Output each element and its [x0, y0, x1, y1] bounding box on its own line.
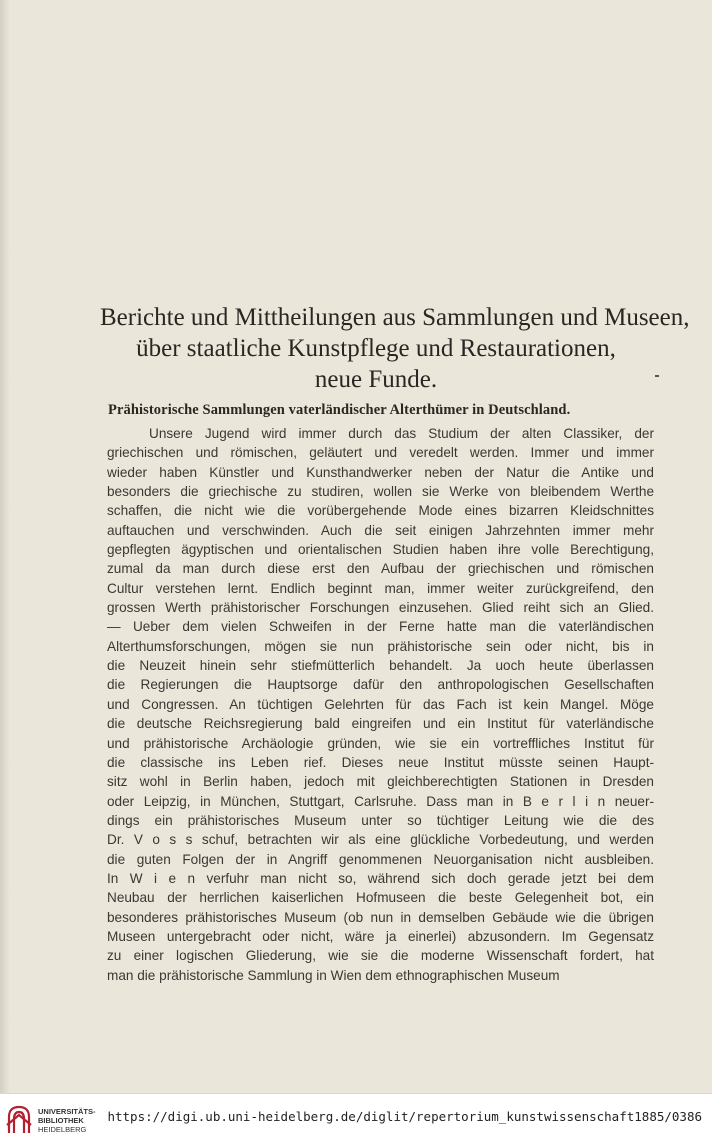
body-line: man die prähistorische Sammlung in Wien dem ethnographischen Museum — [107, 967, 560, 983]
body-line: die Regierungen die Hauptsorge dafür den anthropologischen Gesellschaften — [107, 677, 654, 693]
section-heading: Prähistorische Sammlungen vaterländischer Alterthümer in Deutschland. — [108, 402, 571, 418]
body-line: Dr. V o s s schuf, betrachten wir als eine glückliche Vorbedeutung, und werden — [107, 832, 654, 848]
title-line-2: über staatliche Kunstpflege und Restaurationen, — [136, 335, 616, 362]
body-line: zu einer logischen Gliederung, wie sie die moderne Wissenschaft fordert, hat — [107, 948, 654, 964]
body-line: Neubau der herrlichen kaiserlichen Hofmuseen die beste Gelegenheit bot, ein — [107, 890, 654, 906]
university-library-logo — [6, 1103, 32, 1135]
body-text — [107, 424, 654, 985]
body-line: grossen Werth prähistorischer Forschungen einzusehen. Glied reiht sich an Glied. — [107, 600, 654, 616]
body-line: die deutsche Reichsregierung bald eingreifen und ein Institut für vaterländische — [107, 716, 654, 732]
library-name-line-2: BIBLIOTHEK — [38, 1116, 84, 1125]
print-mark — [655, 375, 659, 377]
body-line: Unsere Jugend wird immer durch das Studium der alten Classiker, der — [149, 426, 654, 441]
library-name-line-3: HEIDELBERG — [38, 1125, 87, 1134]
body-line: sitz wohl in Berlin haben, jedoch mit gleichberechtigten Stationen in Dresden — [107, 774, 654, 790]
title-line-3: neue Funde. — [314, 366, 438, 393]
body-line: schaffen, die nicht wie die vorübergehende Mode eines bizarren Kleidschnittes — [107, 503, 654, 519]
body-line: dings ein prähistorisches Museum unter so tüchtiger Leitung wie die des — [107, 812, 654, 828]
body-line: griechischen und römischen, geläutert und veredelt werden. Immer und immer — [107, 445, 654, 461]
page-title — [100, 302, 690, 395]
body-line: Museen untergebracht oder nicht, wäre ja einerlei) abzusondern. Im Gegensatz — [107, 928, 654, 944]
library-name — [38, 1107, 96, 1134]
body-line: besonderes prähistorisches Museum (ob nun in demselben Gebäude wie die übrigen — [107, 909, 654, 925]
footer-bar — [0, 1093, 712, 1145]
body-line: — Ueber dem vielen Schweifen in der Ferne hatte man die vaterländischen — [107, 619, 654, 635]
title-line-1: Berichte und Mittheilungen aus Sammlungen und Museen, — [100, 304, 690, 331]
body-line: Cultur verstehen lernt. Endlich beginnt man, immer weiter zurückgreifend, den — [107, 580, 654, 596]
body-line: und Congressen. An tüchtigen Gelehrten für das Fach ist kein Mangel. Möge — [107, 696, 654, 712]
body-line: In W i e n verfuhr man nicht so, während sich doch gerade jetzt bei dem — [107, 870, 654, 886]
body-line: gepflegten ägyptischen und orientalischen Studien haben ihre volle Berechtigung, — [107, 542, 654, 558]
source-url-link[interactable]: https://digi.ub.uni-heidelberg.de/diglit/repertorium_kunstwissenschaft1885/0386 — [107, 1109, 702, 1124]
body-line: die classische ins Leben rief. Dieses neue Institut müsste seinen Haupt- — [107, 754, 654, 770]
body-line: die Neuzeit hinein sehr stiefmütterlich behandelt. Ja uoch heute überlassen — [107, 658, 654, 674]
body-line: zumal da man durch diese erst den Aufbau der griechischen und römischen — [107, 561, 654, 577]
library-name-line-1: UNIVERSITÄTS- — [38, 1107, 96, 1116]
body-line: wieder haben Künstler und Kunsthandwerker neben der Natur die Antike und — [107, 464, 654, 480]
body-line: auftauchen und verschwinden. Auch die seit einigen Jahrzehnten immer mehr — [107, 522, 654, 538]
body-line: oder Leipzig, in München, Stuttgart, Carlsruhe. Dass man in B e r l i n neuer- — [107, 793, 654, 809]
body-line: besonders die griechische zu studiren, wollen sie Werke von bleibendem Werthe — [107, 484, 654, 500]
body-line: die guten Folgen der in Angriff genommenen Neuorganisation nicht ausbleiben. — [107, 851, 654, 867]
body-line: Alterthumsforschungen, mögen sie nun prähistorische sein oder nicht, bis in — [107, 638, 654, 654]
body-line: und prähistorische Archäologie gründen, wie sie ein vortreffliches Institut für — [107, 735, 654, 751]
